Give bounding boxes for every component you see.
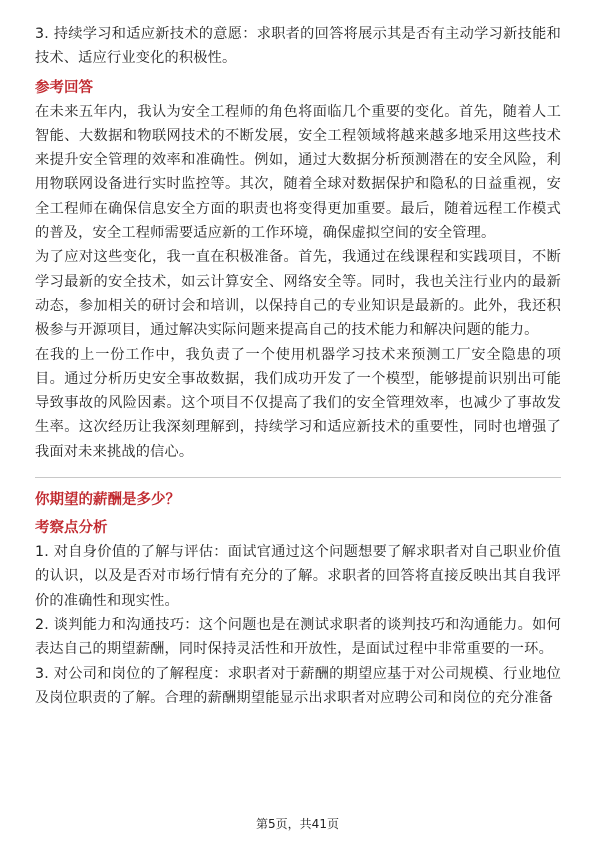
answer-paragraph-1: 在未来五年内，我认为安全工程师的角色将面临几个重要的变化。首先，随着人工智能、大数据和物联网技术的不断发展，安全工程领域将越来越多地采用这些技术来提升安全管理的效率和准确性。例如，通过大数据分析预测潜在的安全风险，利用物联网设备进行实时监控等。其次，随着全球对数据保护和隐私的日益重视，安全工程师在确保信息安全方面的职责也将变得更加重要。最后，随着远程工作模式的普及，安全工程师需要适应新的工作环境，确保虚拟空间的安全管理。 [35, 103, 561, 242]
answer-paragraph-3: 在我的上一份工作中，我负责了一个使用机器学习技术来预测工厂安全隐患的项目。通过分析历史安全事故数据，我们成功开发了一个模型，能够提前识别出可能导致事故的风险因素。这个项目不仅提高了我们的安全管理效率，也减少了事故发生率。这次经历让我深刻理解到，持续学习和适应新技术的重要性，同时也增强了我面对未来挑战的信心。 [35, 346, 561, 460]
page-content [35, 22, 561, 710]
page-number-footer: 第5页，共41页 [256, 817, 339, 831]
question-heading: 你期望的薪酬是多少？ [35, 492, 180, 509]
reference-answer-heading: 参考回答 [35, 79, 93, 96]
analysis-point-3: 3. 对公司和岗位的了解程度：求职者对于薪酬的期望应基于对公司规模、行业地位及岗位职责的了解。合理的薪酬期望能显示出求职者对应聘公司和岗位的充分准备 [35, 665, 561, 706]
assessment-point-3: 3. 持续学习和适应新技术的意愿：求职者的回答将展示其是否有主动学习新技能和技术、适应行业变化的积极性。 [35, 26, 561, 67]
answer-paragraph-2: 为了应对这些变化，我一直在积极准备。首先，我通过在线课程和实践项目，不断学习最新的安全技术，如云计算安全、网络安全等。同时，我也关注行业内的最新动态，参加相关的研讨会和培训，以保持自己的专业知识是最新的。此外，我还积极参与开源项目，通过解决实际问题来提高自己的技术能力和解决问题的能力。 [35, 249, 561, 339]
analysis-heading: 考察点分析 [35, 520, 108, 537]
analysis-point-1: 1. 对自身价值的了解与评估：面试官通过这个问题想要了解求职者对自己职业价值的认识，以及是否对市场行情有充分的了解。求职者的回答将直接反映出其自我评价的准确性和现实性。 [35, 544, 561, 609]
analysis-point-2: 2. 谈判能力和沟通技巧：这个问题也是在测试求职者的谈判技巧和沟通能力。如何表达自己的期望薪酬，同时保持灵活性和开放性，是面试过程中非常重要的一环。 [35, 616, 561, 658]
section-divider [35, 477, 561, 478]
